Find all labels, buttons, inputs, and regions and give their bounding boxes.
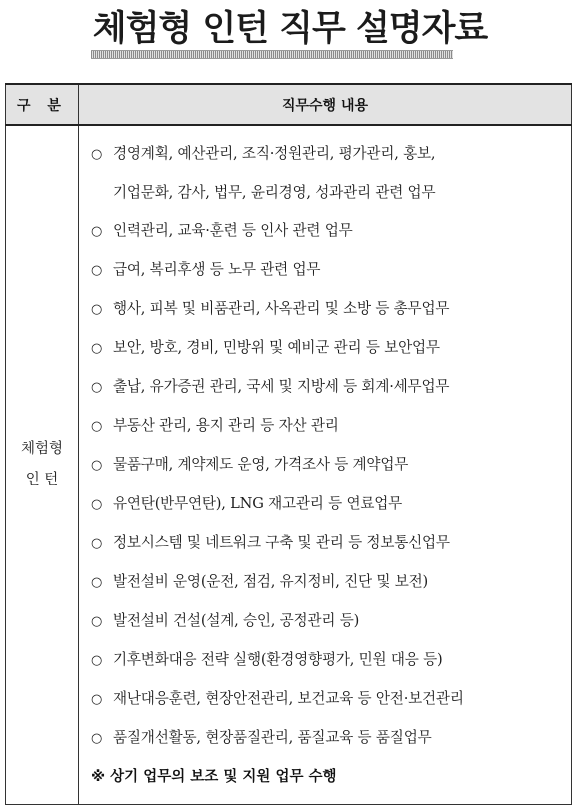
document-title: 체험형 인턴 직무 설명자료 [92,9,488,49]
category-label-line2: 인 턴 [25,472,59,488]
circle-bullet-icon: ○ [91,614,103,629]
duty-item [91,212,565,251]
circle-bullet-icon: ○ [91,302,103,317]
duty-item [91,135,565,212]
circle-bullet-icon: ○ [91,263,103,278]
circle-bullet-icon: ○ [91,497,103,512]
header-category: 구 분 [6,84,79,125]
title-underline-bar [91,50,453,59]
duty-text: 재난대응훈련, 현장안전관리, 보건교육 등 안전·보건관리 [113,690,464,707]
duty-item [91,446,565,485]
duty-item [91,602,565,641]
duty-text: 급여, 복리후생 등 노무 관련 업무 [113,261,321,278]
duty-text: 발전설비 건설(설계, 승인, 공정관리 등) [113,612,360,629]
table-body-row [6,125,572,805]
duty-item [91,407,565,446]
duty-text: 발전설비 운영(운전, 점검, 유지정비, 진단 및 보전) [113,573,428,590]
circle-bullet-icon: ○ [91,575,103,590]
circle-bullet-icon: ○ [91,341,103,356]
duty-text: 행사, 피복 및 비품관리, 사옥관리 및 소방 등 총무업무 [113,300,450,317]
duty-text: 인력관리, 교육·훈련 등 인사 관련 업무 [113,222,353,239]
circle-bullet-icon: ○ [91,458,103,473]
circle-bullet-icon: ○ [91,380,103,395]
duty-text: 유연탄(반무연탄), LNG 재고관리 등 연료업무 [113,495,403,512]
duty-item [91,251,565,290]
duty-item [91,368,565,407]
duty-text: 부동산 관리, 용지 관리 등 자산 관리 [113,417,339,434]
duty-item [91,680,565,719]
duty-text: 품질개선활동, 현장품질관리, 품질교육 등 품질업무 [113,729,432,746]
duty-text: 출납, 유가증권 관리, 국세 및 지방세 등 회계·세무업무 [113,378,450,395]
duty-text: 정보시스템 및 네트워크 구축 및 관리 등 정보통신업무 [113,534,450,551]
duty-item [91,524,565,563]
circle-bullet-icon: ○ [91,224,103,239]
duty-text: 보안, 방호, 경비, 민방위 및 예비군 관리 등 보안업무 [113,339,440,356]
duty-text: 기후변화대응 전략 실행(환경영향평가, 민원 대응 등) [113,651,443,668]
category-cell [6,125,79,805]
duty-table [5,83,572,805]
circle-bullet-icon: ○ [91,692,103,707]
circle-bullet-icon: ○ [91,731,103,746]
duty-text-continued: 기업문화, 감사, 법무, 윤리경영, 성과관리 관련 업무 [113,184,436,201]
circle-bullet-icon: ○ [91,536,103,551]
duty-item [91,329,565,368]
duty-item [91,485,565,524]
circle-bullet-icon: ○ [91,419,103,434]
duty-content-cell [79,125,572,805]
duty-text: 물품구매, 계약제도 운영, 가격조사 등 계약업무 [113,456,409,473]
category-label-line1: 체험형 [20,441,64,457]
duty-item [91,290,565,329]
duty-item [91,563,565,602]
table-header-row [6,84,572,125]
circle-bullet-icon: ○ [91,653,103,668]
duty-text: 경영계획, 예산관리, 조직·정원관리, 평가관리, 홍보, [113,145,436,162]
duty-item [91,641,565,680]
duty-list [91,135,565,758]
header-content: 직무수행 내용 [79,84,572,125]
duty-item [91,719,565,758]
circle-bullet-icon: ○ [91,147,103,162]
support-duty-note: ※ 상기 업무의 보조 및 지원 업무 수행 [91,769,337,785]
